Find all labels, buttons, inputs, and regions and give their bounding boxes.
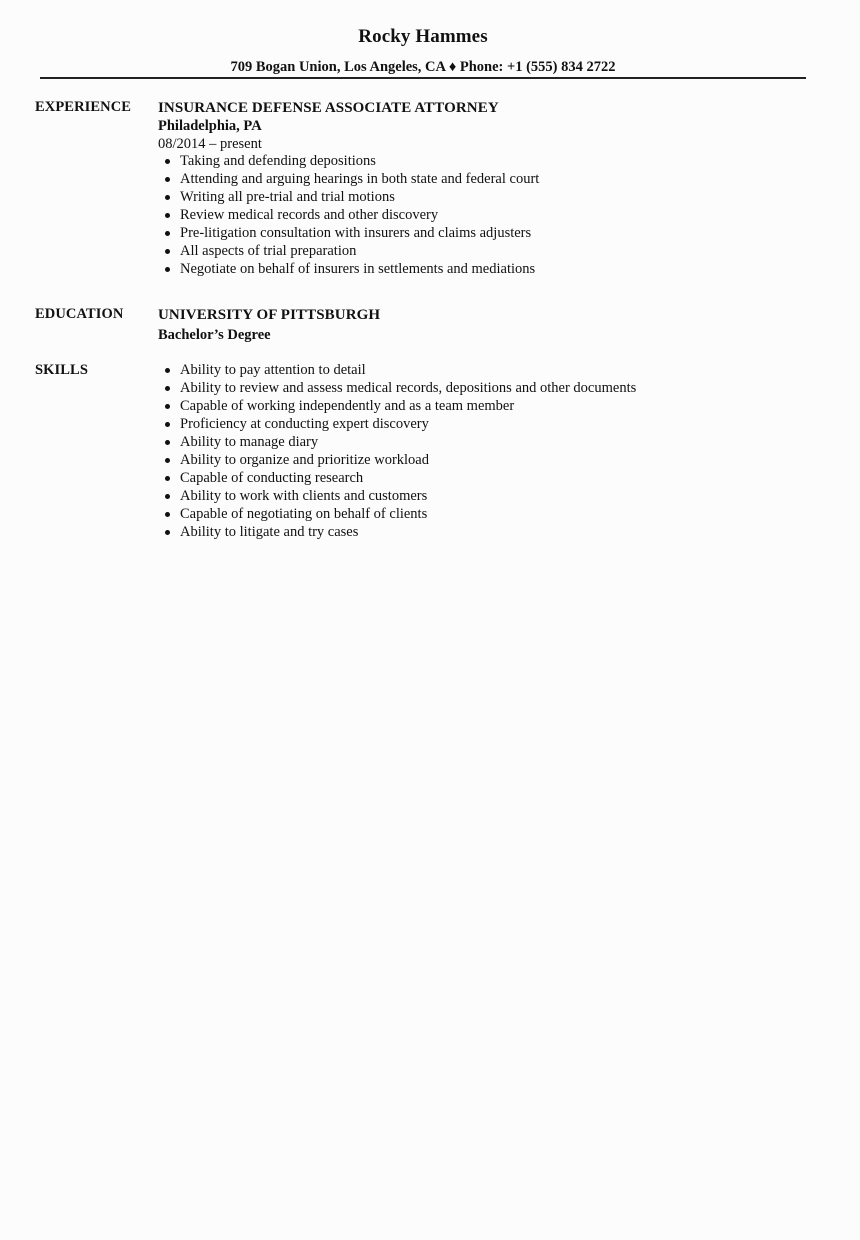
contact-line: 709 Bogan Union, Los Angeles, CA ♦ Phone: +1 (555) 834 2722: [230, 59, 616, 75]
degree: Bachelor’s Degree: [158, 327, 271, 343]
education-section: [158, 306, 818, 345]
list-item-text: Proficiency at conducting expert discovery: [180, 416, 429, 432]
bullet-icon: [165, 440, 170, 445]
candidate-name: Rocky Hammes: [358, 26, 488, 47]
list-item: [158, 487, 818, 505]
list-item: [158, 260, 818, 278]
list-item-text: Writing all pre-trial and trial motions: [180, 189, 395, 205]
skills-section: [158, 361, 818, 541]
list-item: [158, 415, 818, 433]
skills-bullet-list: [158, 361, 818, 541]
bullet-icon: [165, 476, 170, 481]
job-location: Philadelphia, PA: [158, 118, 262, 134]
list-item-text: Ability to review and assess medical records, depositions and other documents: [180, 380, 637, 396]
bullet-icon: [165, 368, 170, 373]
list-item-text: Capable of working independently and as a team member: [180, 398, 515, 414]
list-item-text: Pre-litigation consultation with insurers and claims adjusters: [180, 225, 532, 241]
bullet-icon: [165, 422, 170, 427]
list-item-text: Review medical records and other discovery: [180, 207, 439, 223]
list-item-text: Capable of conducting research: [180, 470, 364, 486]
list-item: [158, 224, 818, 242]
list-item-text: Ability to litigate and try cases: [180, 524, 359, 540]
list-item-text: Negotiate on behalf of insurers in settlements and mediations: [180, 261, 536, 277]
bullet-icon: [165, 404, 170, 409]
list-item-text: Attending and arguing hearings in both state and federal court: [180, 171, 540, 187]
list-item: [158, 469, 818, 487]
bullet-icon: [165, 512, 170, 517]
list-item: [158, 451, 818, 469]
list-item-text: Ability to pay attention to detail: [180, 362, 366, 378]
list-item: [158, 523, 818, 541]
section-label-skills: SKILLS: [35, 362, 88, 378]
section-label-education: EDUCATION: [35, 306, 124, 322]
list-item-text: Taking and defending depositions: [180, 153, 376, 169]
list-item: [158, 170, 818, 188]
bullet-icon: [165, 213, 170, 218]
list-item: [158, 206, 818, 224]
bullet-icon: [165, 494, 170, 499]
list-item-text: All aspects of trial preparation: [180, 243, 357, 259]
section-label-experience: EXPERIENCE: [35, 99, 132, 115]
bullet-icon: [165, 249, 170, 254]
bullet-icon: [165, 458, 170, 463]
list-item: [158, 188, 818, 206]
bullet-icon: [165, 231, 170, 236]
experience-section: [158, 99, 818, 278]
experience-bullet-list: [158, 152, 818, 278]
list-item-text: Capable of negotiating on behalf of clients: [180, 506, 428, 522]
list-item: [158, 505, 818, 523]
school-name: UNIVERSITY OF PITTSBURGH: [158, 307, 381, 323]
list-item: [158, 152, 818, 170]
list-item-text: Ability to work with clients and customers: [180, 488, 428, 504]
header-divider: [40, 77, 806, 79]
bullet-icon: [165, 195, 170, 200]
list-item: [158, 242, 818, 260]
list-item: [158, 397, 818, 415]
bullet-icon: [165, 159, 170, 164]
list-item-text: Ability to manage diary: [180, 434, 319, 450]
bullet-icon: [165, 386, 170, 391]
list-item-text: Ability to organize and prioritize workload: [180, 452, 429, 468]
job-title: INSURANCE DEFENSE ASSOCIATE ATTORNEY: [158, 100, 499, 116]
list-item: [158, 379, 818, 397]
list-item: [158, 361, 818, 379]
bullet-icon: [165, 530, 170, 535]
list-item: [158, 433, 818, 451]
job-dates: 08/2014 – present: [158, 136, 262, 152]
bullet-icon: [165, 267, 170, 272]
bullet-icon: [165, 177, 170, 182]
